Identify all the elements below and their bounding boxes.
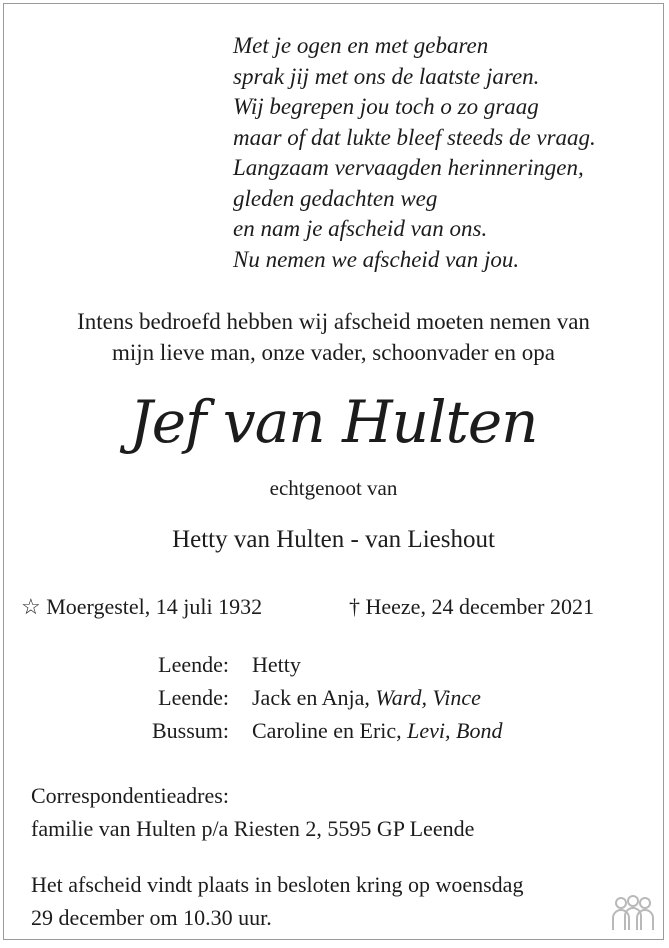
deceased-name: Jef van Hulten <box>129 388 538 456</box>
family-names <box>252 685 481 711</box>
poem-line: en nam je afscheid van ons. <box>233 216 488 241</box>
correspondence-block <box>31 779 474 845</box>
family-place: Bussum: <box>151 718 229 743</box>
announcement-line: Intens bedroefd hebben wij afscheid moeten nemen van <box>77 309 590 334</box>
funeral-notice <box>31 868 523 934</box>
family-members: Hetty <box>252 652 301 677</box>
correspondence-label: Correspondentieadres: <box>31 783 229 808</box>
announcement-text <box>4 306 663 368</box>
death-date: † Heeze, 24 december 2021 <box>349 594 594 619</box>
funeral-line: Het afscheid vindt plaats in besloten kring op woensdag <box>31 872 524 897</box>
spouse-label: echtgenoot van <box>269 476 398 500</box>
family-members: Jack en Anja, <box>252 685 376 710</box>
poem-line: Wij begrepen jou toch o zo graag <box>233 94 539 119</box>
family-names <box>252 718 503 744</box>
poem-line: Nu nemen we afscheid van jou. <box>233 246 520 272</box>
family-grandchildren: Levi, Bond <box>407 718 503 743</box>
obituary-card <box>3 3 664 940</box>
funeral-line: 29 december om 10.30 uur. <box>31 905 272 930</box>
poem-line: sprak jij met ons de laatste jaren. <box>233 63 540 89</box>
poem-line: gleden gedachten weg <box>233 185 438 211</box>
spouse-name: Hetty van Hulten - van Lieshout <box>172 526 495 553</box>
family-place: Leende: <box>158 685 229 710</box>
poem <box>233 31 596 275</box>
poem-line: Langzaam vervaagden herinneringen, <box>233 155 584 180</box>
family-members: Caroline en Eric, <box>252 718 408 743</box>
poem-line: maar of dat lukte bleef steeds de vraag. <box>233 124 596 150</box>
announcement-line: mijn lieve man, onze vader, schoonvader en opa <box>112 340 555 365</box>
family-names <box>252 652 301 678</box>
birth-date: ☆ Moergestel, 14 juli 1932 <box>21 594 263 619</box>
family-grandchildren: Ward, Vince <box>375 685 481 710</box>
correspondence-address: familie van Hulten p/a Riesten 2, 5595 GP Leende <box>31 816 475 841</box>
people-group-icon <box>608 894 658 939</box>
poem-line: Met je ogen en met gebaren <box>233 33 489 58</box>
family-place: Leende: <box>158 652 229 677</box>
